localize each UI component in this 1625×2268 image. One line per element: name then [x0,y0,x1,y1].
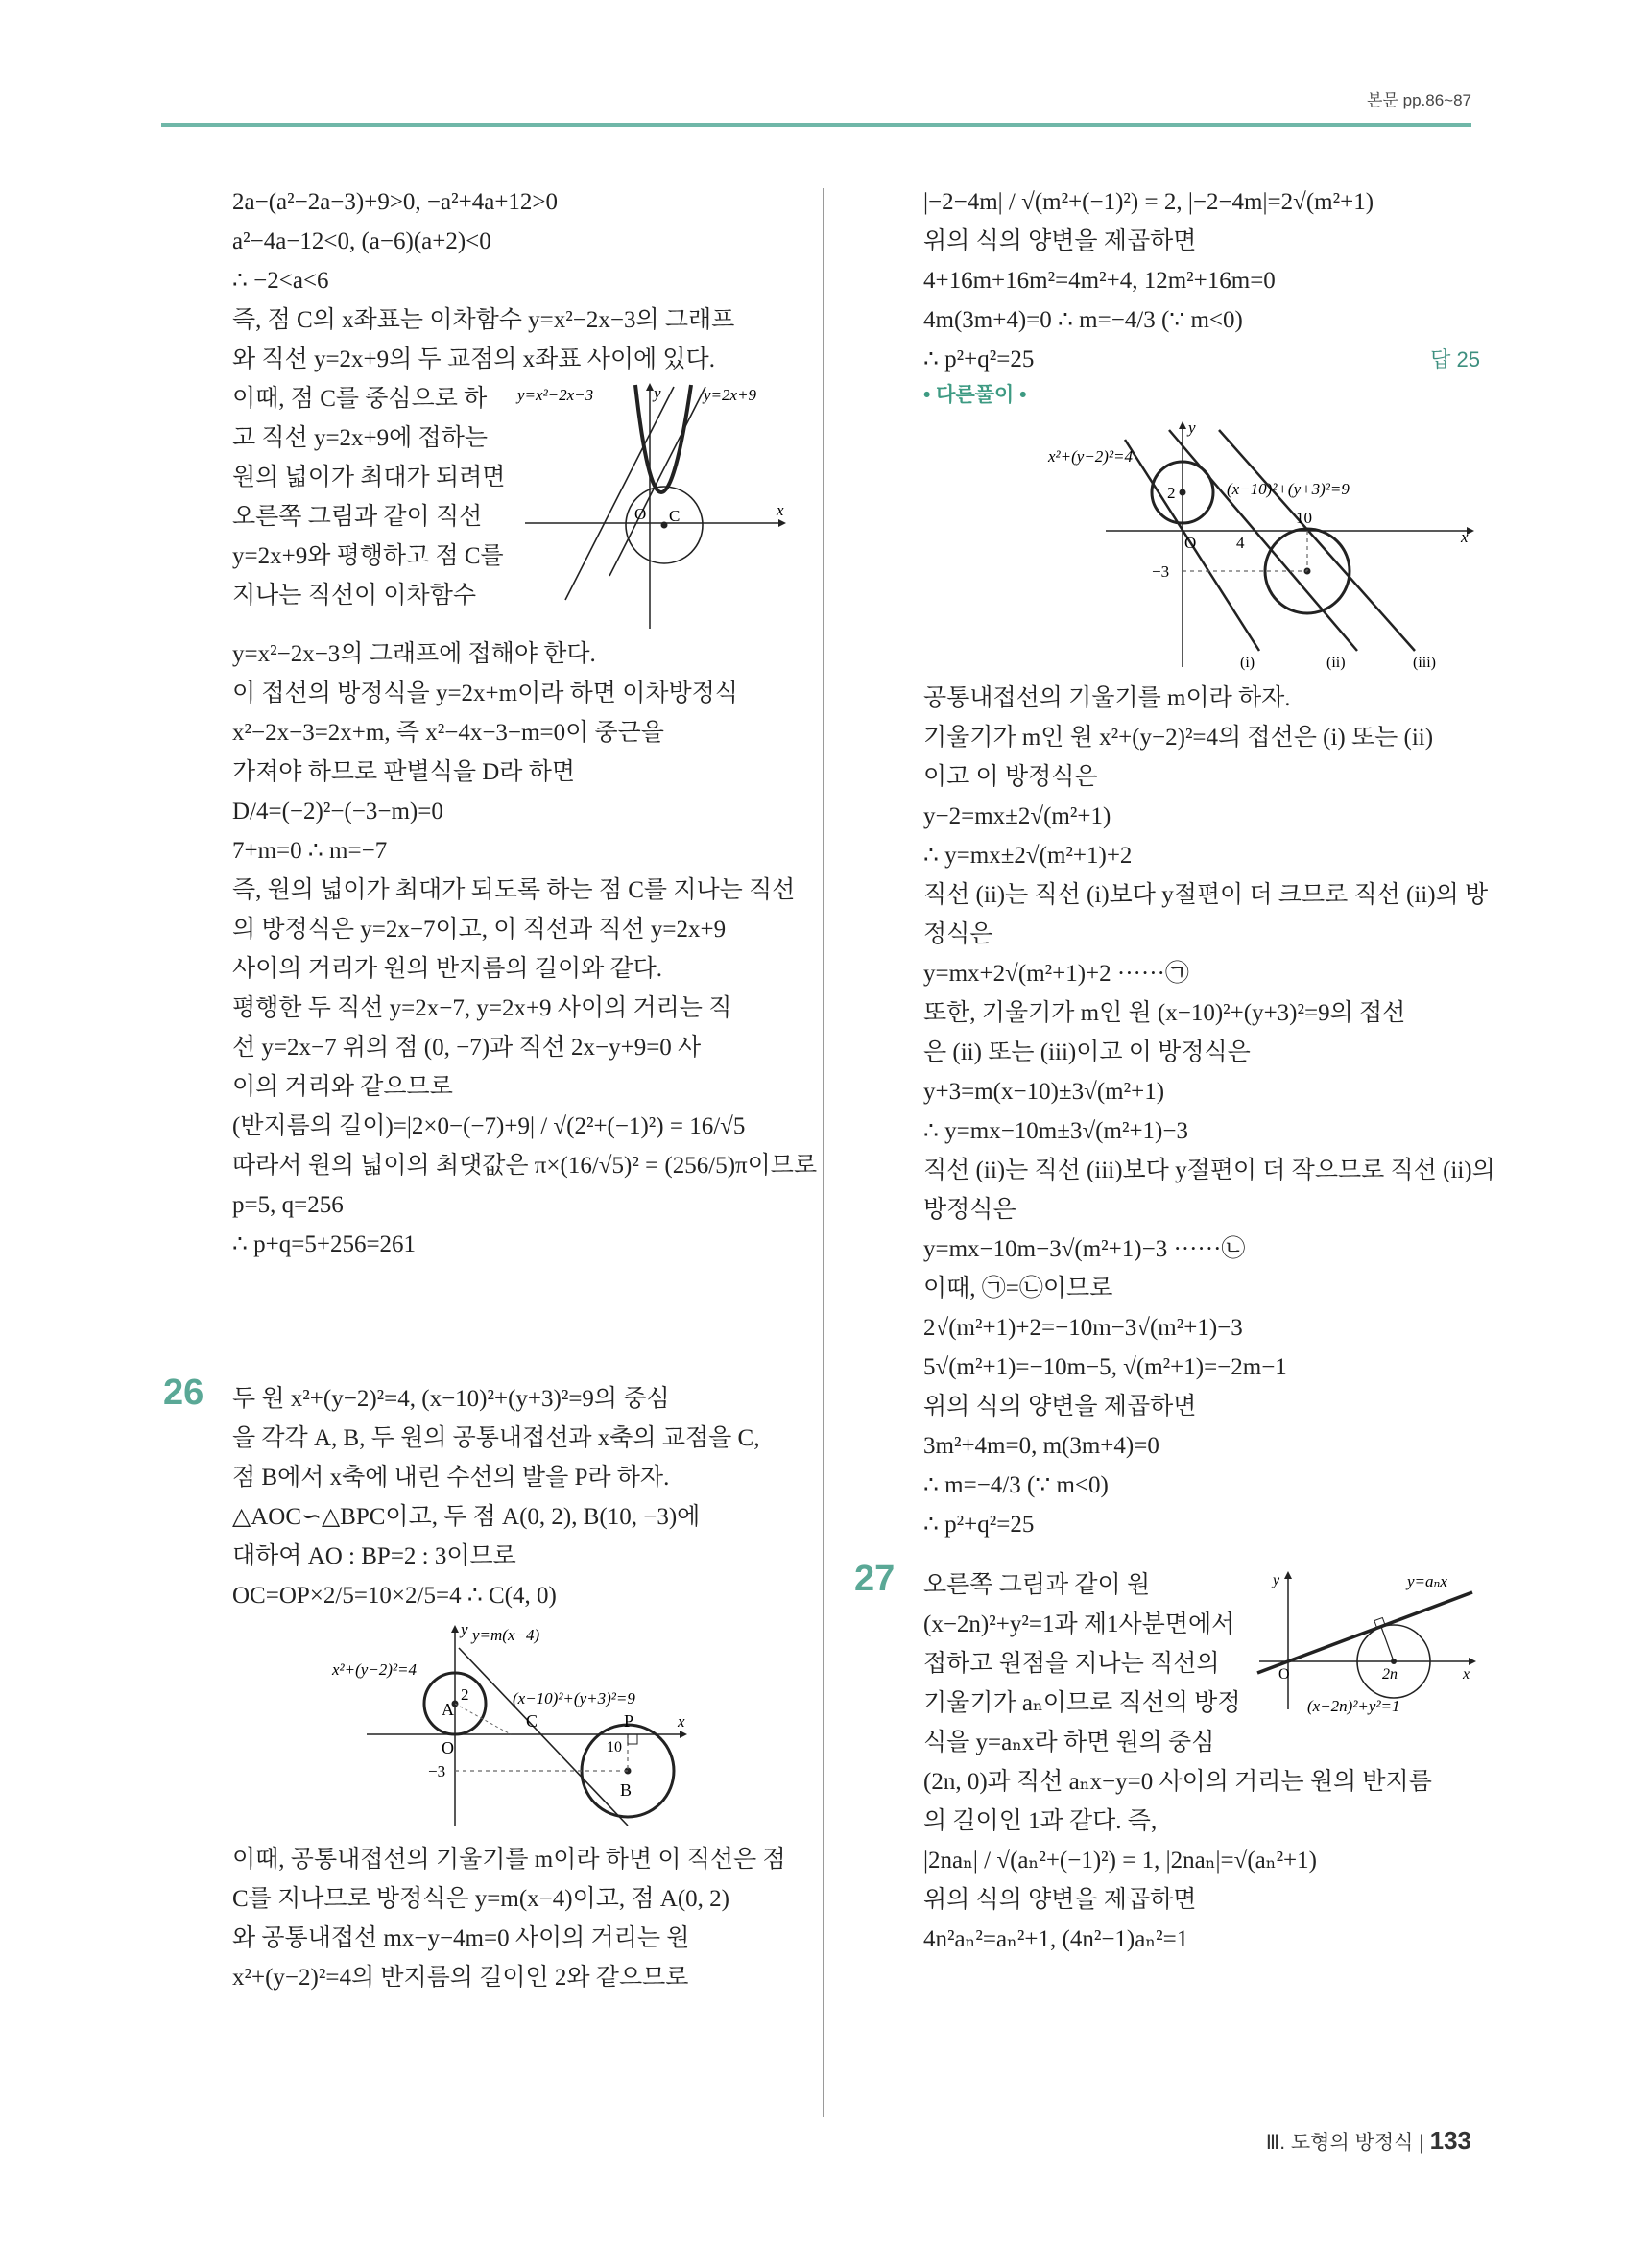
math-line: 따라서 원의 넓이의 최댓값은 π×(16/√5)² = (256/5)π이므로 [232,1153,818,1179]
footer-separator: | [1419,2132,1424,2154]
text-line: 직선 (ii)는 직선 (iii)보다 y절편이 더 작으므로 직선 (ii)의 [923,1158,1495,1183]
answer-line [923,340,1480,379]
math-line: 4m(3m+4)=0 ∴ m=−4/3 (∵ m<0) [923,307,1243,333]
text-line: 정식은 [923,921,993,947]
text-line: 선 y=2x−7 위의 점 (0, −7)과 직선 2x−y+9=0 사 [232,1035,702,1061]
math-line: a²−4a−12<0, (a−6)(a+2)<0 [232,228,491,254]
text-line: 기울기가 m인 원 x²+(y−2)²=4의 접선은 (i) 또는 (ii) [923,725,1434,751]
fig1-label-line: y=2x+9 [704,386,757,404]
page-number: 133 [1429,2126,1471,2155]
math-line: |−2−4m| / √(m²+(−1)²) = 2, |−2−4m|=2√(m²+1) [923,189,1374,215]
chapter-title: Ⅲ. 도형의 방정식 [1265,2132,1414,2154]
text-line: △AOC∽△BPC이고, 두 점 A(0, 2), B(10, −3)에 [232,1504,701,1530]
text-line: (2n, 0)과 직선 aₙx−y=0 사이의 거리는 원의 반지름 [923,1769,1432,1795]
math-line: y−2=mx±2√(m²+1) [923,803,1111,829]
answer-label: 답 25 [1430,347,1480,371]
math-line: OC=OP×2/5=10×2/5=4 ∴ C(4, 0) [232,1583,557,1609]
fig3-label-i: (i) [1240,655,1255,671]
math-line: 4n²aₙ²=aₙ²+1, (4n²−1)aₙ²=1 [923,1926,1189,1952]
text-line: 와 직선 y=2x+9의 두 교점의 x좌표 사이에 있다. [232,346,715,372]
fig1-label-x: x [777,501,784,519]
text-line: 이때, ㉠=㉡이므로 [923,1276,1113,1301]
text-line: 의 길이인 1과 같다. 즉, [923,1808,1158,1834]
fig2-label-y: y [461,1620,468,1638]
fig3-label-o: O [1184,534,1197,552]
fig2-label-c1: x²+(y−2)²=4 [332,1660,418,1679]
text-line: 평행한 두 직선 y=2x−7, y=2x+9 사이의 거리는 직 [232,995,732,1021]
text-line: 방정식은 [923,1197,1016,1223]
fig1-label-o: O [634,505,647,523]
math-line: 4+16m+16m²=4m²+4, 12m²+16m=0 [923,268,1276,294]
fig3-label-x: x [1461,528,1469,546]
fig3-label-4: 4 [1236,534,1245,552]
two-circles-figure [232,1619,770,1836]
fig4-label-y: y [1273,1572,1280,1588]
fig2-label-c: C [526,1711,538,1731]
math-line: 7+m=0 ∴ m=−7 [232,838,388,864]
math-line: |2naₙ| / √(aₙ²+(−1)²) = 1, |2naₙ|=√(aₙ²+1) [923,1848,1317,1874]
text-line: 위의 식의 양변을 제곱하면 [923,228,1197,254]
page-footer [1266,2126,1471,2156]
math-line: 3m²+4m=0, m(3m+4)=0 [923,1433,1159,1459]
right-column [854,182,1495,1959]
fig3-label-c2: (x−10)²+(y+3)²=9 [1227,480,1350,498]
fig3-label-iii: (iii) [1413,655,1436,671]
text-line: 또한, 기울기가 m인 원 (x−10)²+(y+3)²=9의 접선 [923,1000,1406,1026]
math-line: 2a−(a²−2a−3)+9>0, −a²+4a+12>0 [232,189,559,215]
fig3-label-y: y [1188,418,1196,437]
text-line: 의 방정식은 y=2x−7이고, 이 직선과 직선 y=2x+9 [232,917,727,943]
column-divider [823,188,824,2117]
circle-tangent-figure [1250,1565,1480,1719]
math-line: ∴ y=mx−10m±3√(m²+1)−3 [923,1118,1188,1144]
text-block: 오른쪽 그림과 같이 원 (x−2n)²+y²=1과 제1사분면에서 접하고 원점을 지나는 직선의 기울기가 aₙ이므로 직선의 방정식을 y=aₙx라 하면 원의 중심 [923,1572,1241,1755]
header-rule [161,123,1471,127]
text-line: 위의 식의 양변을 제곱하면 [923,1887,1197,1913]
math-line: ∴ m=−4/3 (∵ m<0) [923,1472,1109,1498]
math-line: 5√(m²+1)=−10m−5, √(m²+1)=−2m−1 [923,1354,1287,1380]
text-line: 대하여 AO : BP=2 : 3이므로 [232,1543,516,1569]
fig4-label-2n: 2n [1382,1666,1398,1683]
fig2-label-10: 10 [607,1739,622,1755]
wrap-block [232,379,794,615]
wrap-block [923,1565,1480,1762]
fig3-label-2: 2 [1167,484,1176,502]
fig4-label-o: O [1278,1666,1290,1683]
text-line: 점 B에서 x축에 내린 수선의 발을 P라 하자. [232,1465,670,1491]
text-line: x²−2x−3=2x+m, 즉 x²−4x−3−m=0이 중근을 [232,720,664,746]
text-line: 이고 이 방정식은 [923,764,1098,790]
math-line: y=mx+2√(m²+1)+2 ······㉠ [923,961,1189,987]
alt-solution-figure [981,416,1480,675]
fig3-label-ii: (ii) [1326,655,1346,671]
text-line: C를 지나므로 방정식은 y=m(x−4)이고, 점 A(0, 2) [232,1886,729,1912]
fig2-label-o: O [442,1738,454,1757]
text-line: y=x²−2x−3의 그래프에 접해야 한다. [232,641,596,667]
math-line: p=5, q=256 [232,1192,344,1218]
text-line: 을 각각 A, B, 두 원의 공통내접선과 x축의 교점을 C, [232,1425,760,1451]
text-line: 와 공통내접선 mx−y−4m=0 사이의 거리는 원 [232,1925,690,1951]
fig3-label-c1: x²+(y−2)²=4 [1048,447,1134,466]
fig2-label-2: 2 [461,1685,469,1704]
math-line: ∴ p²+q²=25 [923,1512,1035,1538]
fig4-label-line: y=aₙx [1407,1572,1447,1590]
math-line: ∴ p+q=5+256=261 [232,1231,417,1257]
text-block: 이때, 점 C를 중심으로 하고 직선 y=2x+9에 접하는 원의 넓이가 최대가 되려면 오른쪽 그림과 같이 직선 y=2x+9와 평행하고 점 C를 지나는 직선이 이차함수 [232,386,506,609]
text-line: 이 접선의 방정식을 y=2x+m이라 하면 이차방정식 [232,680,738,706]
fig3-label-10: 10 [1296,509,1312,527]
fig3-label-m3: −3 [1152,562,1170,581]
fig2-label-x: x [678,1712,685,1731]
left-column [163,182,818,1997]
text-line: 두 원 x²+(y−2)²=4, (x−10)²+(y+3)²=9의 중심 [232,1386,670,1412]
math-line: ∴ −2<a<6 [232,268,329,294]
text-line: 즉, 원의 넓이가 최대가 되도록 하는 점 C를 지나는 직선 [232,877,796,903]
fig4-label-circle: (x−2n)²+y²=1 [1307,1697,1400,1715]
fig4-label-x: x [1463,1666,1470,1683]
math-line: ∴ y=mx±2√(m²+1)+2 [923,843,1133,869]
text-line: 사이의 거리가 원의 반지름의 길이와 같다. [232,956,663,982]
text-line: 직선 (ii)는 직선 (i)보다 y절편이 더 크므로 직선 (ii)의 방 [923,882,1489,908]
alternative-solution-title: • 다른풀이 • [923,384,1027,406]
math-line: ∴ p²+q²=25 [923,346,1035,372]
problem-number: 27 [854,1559,896,1599]
math-line: y=mx−10m−3√(m²+1)−3 ······㉡ [923,1236,1246,1262]
math-line: (반지름의 길이)=|2×0−(−7)+9| / √(2²+(−1)²) = 16/√5 [232,1113,746,1139]
problem-27 [854,1559,1480,1959]
math-line: 2√(m²+1)+2=−10m−3√(m²+1)−3 [923,1315,1243,1341]
text-line: 공통내접선의 기울기를 m이라 하자. [923,685,1291,711]
fig2-label-a: A [442,1700,454,1719]
text-line: 가져야 하므로 판별식을 D라 하면 [232,759,576,785]
math-line: y+3=m(x−10)±3√(m²+1) [923,1079,1165,1105]
fig2-label-p: P [624,1711,634,1731]
fig1-label-y: y [654,384,661,402]
problem-26 [163,1373,794,1997]
fig1-label-parabola: y=x²−2x−3 [517,386,594,404]
fig2-label-line: y=m(x−4) [472,1626,540,1644]
fig1-label-c: C [669,507,681,525]
page-reference: 본문 pp.86~87 [1367,91,1471,109]
problem-number: 26 [163,1373,204,1413]
text-line: x²+(y−2)²=4의 반지름의 길이인 2와 같으므로 [232,1965,689,1991]
text-line: 은 (ii) 또는 (iii)이고 이 방정식은 [923,1039,1251,1065]
parabola-tangent-figure [515,379,794,634]
math-line: D/4=(−2)²−(−3−m)=0 [232,799,443,824]
text-line: 이때, 공통내접선의 기울기를 m이라 하면 이 직선은 점 [232,1847,786,1873]
text-line: 즉, 점 C의 x좌표는 이차함수 y=x²−2x−3의 그래프 [232,307,735,333]
text-line: 위의 식의 양변을 제곱하면 [923,1394,1197,1420]
fig2-label-b: B [620,1780,633,1800]
fig2-label-c2: (x−10)²+(y+3)²=9 [513,1689,635,1707]
text-line: 이의 거리와 같으므로 [232,1074,453,1100]
fig2-label-m3: −3 [428,1762,446,1780]
